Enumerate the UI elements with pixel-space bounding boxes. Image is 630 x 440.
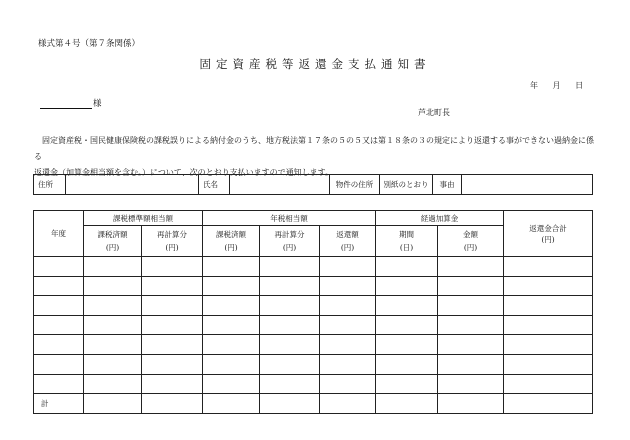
total-label: 計 bbox=[34, 394, 84, 414]
date-year: 年 bbox=[530, 81, 538, 90]
table-cell[interactable] bbox=[504, 296, 593, 316]
table-cell[interactable] bbox=[504, 374, 593, 394]
table-cell[interactable] bbox=[142, 335, 203, 355]
table-cell[interactable] bbox=[320, 296, 376, 316]
table-cell[interactable] bbox=[260, 354, 320, 374]
table-cell[interactable] bbox=[320, 374, 376, 394]
table-cell[interactable] bbox=[376, 276, 438, 296]
col-year: 年度 bbox=[34, 211, 84, 257]
table-cell[interactable] bbox=[376, 335, 438, 355]
table-cell[interactable] bbox=[438, 354, 504, 374]
form-number: 様式第４号（第７条関係） bbox=[38, 39, 141, 49]
col-base-assessed: 課税済額 (円) bbox=[84, 226, 142, 257]
property-address-label: 物件の住所 bbox=[330, 175, 380, 195]
table-cell[interactable] bbox=[84, 335, 142, 355]
table-cell[interactable] bbox=[260, 394, 320, 414]
table-cell[interactable] bbox=[142, 257, 203, 277]
table-cell[interactable] bbox=[504, 354, 593, 374]
total-row bbox=[34, 394, 593, 414]
table-cell[interactable] bbox=[203, 315, 260, 335]
table-cell[interactable] bbox=[260, 374, 320, 394]
table-cell[interactable] bbox=[376, 394, 438, 414]
table-cell[interactable] bbox=[84, 276, 142, 296]
table-cell[interactable] bbox=[438, 374, 504, 394]
group-tax-base: 課税標準額相当額 bbox=[84, 211, 203, 226]
date-day: 日 bbox=[575, 81, 584, 90]
notice-line-1: 固定資産税・国民健康保険税の課税誤りによる納付金のうち、地方税法第１７条の５の５又は第１８条の３の規定により返還する事ができない過納金に係る bbox=[34, 136, 594, 161]
property-address-value: 別紙のとおり bbox=[380, 175, 433, 195]
document-title: 固定資産税等返還金支払通知書 bbox=[199, 57, 431, 71]
table-cell[interactable] bbox=[142, 394, 203, 414]
table-cell[interactable] bbox=[203, 276, 260, 296]
address-field[interactable] bbox=[66, 175, 199, 195]
table-cell[interactable] bbox=[376, 296, 438, 316]
table-cell[interactable] bbox=[504, 394, 593, 414]
table-cell[interactable] bbox=[34, 315, 84, 335]
group-annual-tax: 年税相当額 bbox=[203, 211, 376, 226]
col-tax-assessed: 課税済額 (円) bbox=[203, 226, 260, 257]
table-cell[interactable] bbox=[438, 296, 504, 316]
table-cell[interactable] bbox=[142, 296, 203, 316]
group-interest: 経過加算金 bbox=[376, 211, 504, 226]
table-cell[interactable] bbox=[504, 276, 593, 296]
col-refund-total: 返還金合計 (円) bbox=[504, 211, 593, 257]
table-cell[interactable] bbox=[203, 257, 260, 277]
table-cell[interactable] bbox=[320, 335, 376, 355]
table-cell[interactable] bbox=[260, 315, 320, 335]
table-cell[interactable] bbox=[84, 354, 142, 374]
entry-rows bbox=[34, 257, 593, 394]
table-cell[interactable] bbox=[504, 257, 593, 277]
table-cell[interactable] bbox=[260, 257, 320, 277]
name-field[interactable] bbox=[230, 175, 330, 195]
table-cell[interactable] bbox=[203, 374, 260, 394]
table-cell[interactable] bbox=[203, 394, 260, 414]
date-month: 月 bbox=[552, 81, 561, 90]
col-base-recalc: 再計算分 (円) bbox=[142, 226, 203, 257]
table-cell[interactable] bbox=[320, 394, 376, 414]
reason-label: 事由 bbox=[433, 175, 462, 195]
table-cell[interactable] bbox=[504, 315, 593, 335]
table-cell[interactable] bbox=[142, 315, 203, 335]
table-cell[interactable] bbox=[84, 374, 142, 394]
issuer: 芦北町長 bbox=[418, 108, 450, 117]
table-row bbox=[34, 276, 593, 296]
col-tax-recalc: 再計算分 (円) bbox=[260, 226, 320, 257]
table-cell[interactable] bbox=[376, 257, 438, 277]
reason-field[interactable] bbox=[462, 175, 593, 195]
table-cell[interactable] bbox=[438, 276, 504, 296]
table-row bbox=[34, 354, 593, 374]
table-cell[interactable] bbox=[84, 296, 142, 316]
table-cell[interactable] bbox=[320, 315, 376, 335]
table-row bbox=[34, 374, 593, 394]
issue-date bbox=[530, 80, 595, 91]
address-label: 住所 bbox=[34, 175, 66, 195]
table-cell[interactable] bbox=[142, 374, 203, 394]
table-cell[interactable] bbox=[34, 257, 84, 277]
table-cell[interactable] bbox=[376, 354, 438, 374]
table-cell[interactable] bbox=[142, 276, 203, 296]
table-cell[interactable] bbox=[203, 335, 260, 355]
table-row bbox=[34, 296, 593, 316]
table-cell[interactable] bbox=[34, 374, 84, 394]
col-interest-period: 期間 (日) bbox=[376, 226, 438, 257]
refund-calculation-table bbox=[33, 210, 593, 414]
table-cell[interactable] bbox=[376, 374, 438, 394]
table-cell[interactable] bbox=[320, 354, 376, 374]
table-cell[interactable] bbox=[34, 296, 84, 316]
table-cell[interactable] bbox=[34, 354, 84, 374]
table-cell[interactable] bbox=[84, 315, 142, 335]
table-cell[interactable] bbox=[438, 315, 504, 335]
table-cell[interactable] bbox=[260, 296, 320, 316]
table-cell[interactable] bbox=[376, 315, 438, 335]
table-row bbox=[34, 335, 593, 355]
col-interest-amount: 金額 (円) bbox=[438, 226, 504, 257]
table-cell[interactable] bbox=[84, 394, 142, 414]
table-cell[interactable] bbox=[34, 276, 84, 296]
table-cell[interactable] bbox=[142, 354, 203, 374]
recipient-info-table bbox=[33, 174, 593, 195]
table-cell[interactable] bbox=[504, 335, 593, 355]
table-row bbox=[34, 315, 593, 335]
table-cell[interactable] bbox=[203, 296, 260, 316]
table-cell[interactable] bbox=[260, 276, 320, 296]
table-row bbox=[34, 257, 593, 277]
table-cell[interactable] bbox=[203, 354, 260, 374]
col-tax-refund: 返還額 (円) bbox=[320, 226, 376, 257]
table-cell[interactable] bbox=[260, 335, 320, 355]
table-cell[interactable] bbox=[34, 335, 84, 355]
table-cell[interactable] bbox=[320, 257, 376, 277]
table-cell[interactable] bbox=[438, 335, 504, 355]
table-cell[interactable] bbox=[320, 276, 376, 296]
table-cell[interactable] bbox=[84, 257, 142, 277]
addressee-suffix: 様 bbox=[93, 99, 102, 109]
table-cell[interactable] bbox=[438, 394, 504, 414]
table-cell[interactable] bbox=[438, 257, 504, 277]
addressee-name-blank[interactable] bbox=[40, 108, 92, 109]
name-label: 氏名 bbox=[199, 175, 230, 195]
notice-line-2: 返還金（加算金相当額を含む。）について、次のとおり支払いますので通知します。 bbox=[34, 168, 334, 177]
addressee bbox=[40, 97, 102, 109]
